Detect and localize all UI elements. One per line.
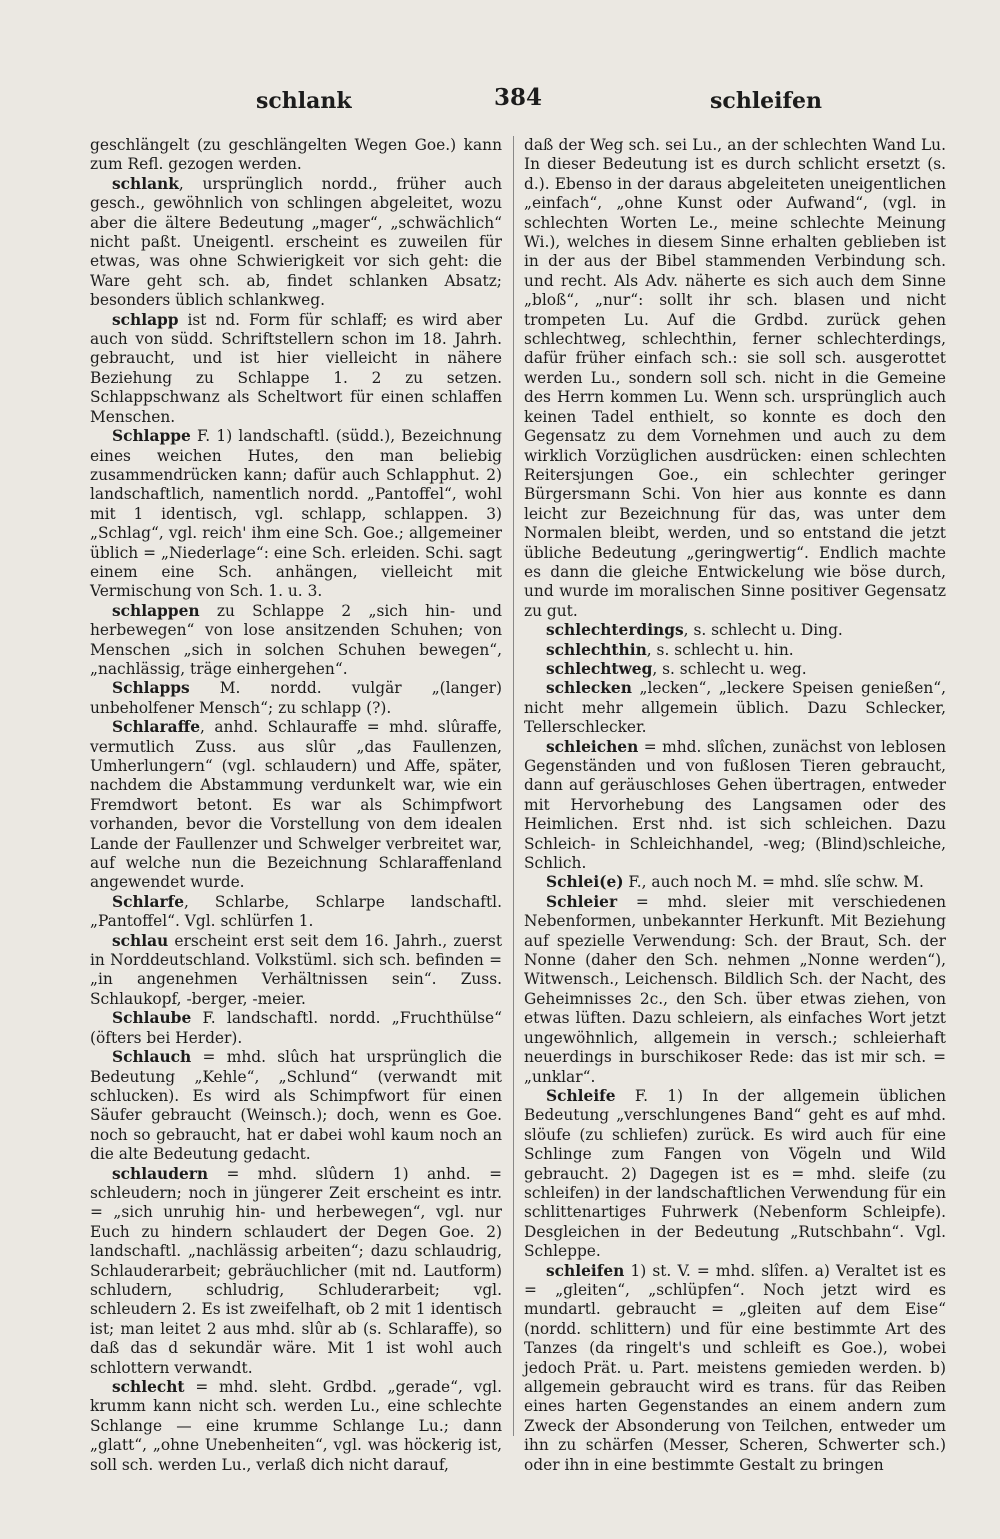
running-head-right: schleifen (710, 88, 822, 114)
headword: schlechterdings (546, 621, 684, 640)
dictionary-entry: schlank, ursprünglich nordd., früher auch gesch., gewöhnlich von schlingen abgeleitet, wozu aber die ältere Bedeutung „mager“, „schwächlich“ nicht paßt. Uneigentl. erscheint es zuweilen für etwas, was ohne Schwierigkeit vor sich geht: die Ware geht sch. ab, findet schlanken Absatz; besonders üblich schlankweg. (90, 174, 502, 310)
headword: Schlauch (112, 1048, 192, 1067)
dictionary-entry: schlechtweg, s. schlecht u. weg. (546, 659, 807, 678)
headword: schlechthin (546, 640, 647, 659)
page-header (88, 82, 948, 118)
dictionary-entry: Schlauch = mhd. slûch hat ursprünglich die Bedeutung „Kehle“, „Schlund“ (verwandt mit schlucken). Es wird als Schimpfwort für einen Säufer gebraucht (Weinsch.); doch, wenn es Goe. noch so gebraucht, hat er dabei wohl kaum noch an die alte Bedeutung gedacht. (90, 1048, 502, 1164)
dictionary-entry: schleifen 1) st. V. = mhd. slîfen. a) Veraltet ist es = „gleiten“, „schlüpfen“. Noch jetzt wird es mundartl. gebraucht = „gleiten auf dem Eise“ (nordd. schlittern) und für eine bestimmte Art des Tanzes (da ringelt's und schleift es Goe.), wobei jedoch Prät. u. Part. meistens gemieden werden. b) allgemein gebraucht wird es trans. für das Reiben eines harten Gegenstandes an einem andern zum Zweck der Absonderung von Teilchen, entweder um ihn zu schärfen (Messer, Scheren, Schwerter sch.) oder ihn in eine bestimmte Gestalt zu bringen (524, 1261, 946, 1474)
dictionary-entry: Schleier = mhd. sleier mit verschiedenen Nebenformen, unbekannter Herkunft. Mit Beziehung auf spezielle Verwendung: Sch. der Braut, Sch. der Nonne (daher den Sch. nehmen „Nonne werden“), Witwensch., Leichensch. Bildlich Sch. der Nacht, des Geheimnisses 2c., den Sch. über etwas ziehen, von etwas lüften. Dazu schleiern, als einfaches Wort jetzt ungewöhnlich, allgemein in versch.; schleierhaft neuerdings in burschikoser Rede: das ist mir sch. = „unklar“. (524, 892, 946, 1086)
headword: schleifen (546, 1261, 625, 1280)
headword: schlecken (546, 679, 632, 698)
headword: schlappen (112, 601, 200, 620)
dictionary-entry: schlechterdings, s. schlecht u. Ding. (546, 621, 843, 640)
dictionary-entry: schlau erscheint erst seit dem 16. Jahrh., zuerst in Norddeutschland. Volkstüml. sich sch. befinden = „in angenehmen Verhältnissen sein“. Zuss. Schlaukopf, -berger, -meier. (90, 931, 502, 1008)
headword: Schlarfe (112, 892, 185, 911)
right-column (524, 136, 946, 1474)
dictionary-entry: schlappen zu Schlappe 2 „sich hin- und herbewegen“ von lose ansitzenden Schuhen; von Menschen „sich in solchen Schuhen bewegen“, „nachlässig, träge einhergehen“. (90, 601, 502, 678)
column-divider (513, 136, 514, 1436)
dictionary-entry: geschlängelt (zu geschlängelten Wegen Goe.) kann zum Refl. gezogen werden. (90, 136, 502, 174)
dictionary-entry: schlaudern = mhd. slûdern 1) anhd. = schleudern; noch in jüngerer Zeit erscheint es intr. = „sich unruhig hin- und herbewegen“, vgl. nur Euch zu hindern schlaudert der Degen Goe. 2) landschaftl. „nachlässig arbeiten“; dazu schlaudrig, Schlauderarbeit; gebräuchlicher (mit nd. Lautform) schludern, schludrig, Schluderarbeit; vgl. schleudern 2. Es ist zweifelhaft, ob 2 mit 1 identisch ist; man leitet 2 aus mhd. slûr ab (s. Schlaraffe), so daß das d sekundär wäre. Mit 1 ist wohl auch schlottern verwandt. (90, 1164, 502, 1377)
headword: Schlei(e) (546, 873, 624, 892)
headword: schlaudern (112, 1164, 209, 1183)
dictionary-entry: schlecken „lecken“, „leckere Speisen genießen“, nicht mehr allgemein üblich. Dazu Schlecker, Tellerschlecker. (524, 679, 946, 737)
dictionary-entry: Schlei(e) F., auch noch M. = mhd. slîe schw. M. (546, 873, 924, 892)
dictionary-entry: Schlappe F. 1) landschaftl. (südd.), Bezeichnung eines weichen Hutes, den man beliebig zusammendrücken kann; dafür auch Schlapphut. 2) landschaftlich, namentlich nordd. „Pantoffel“, wohl mit 1 identisch, vgl. schlapp, schlappen. 3) „Schlag“, vgl. reich' ihm eine Sch. Goe.; allgemeiner üblich = „Niederlage“: eine Sch. erleiden. Schi. sagt einem eine Sch. anhängen, vielleicht mit Vermischung von Sch. 1. u. 3. (90, 427, 502, 601)
running-head-left: schlank (256, 88, 352, 114)
headword: Schlaraffe (112, 718, 201, 737)
dictionary-entry: schlecht = mhd. sleht. Grdbd. „gerade“, vgl. krumm kann nicht sch. werden Lu., eine schlechte Schlange — eine krumme Schlange Lu.; dann „glatt“, „ohne Unebenheiten“, vgl. was höckerig ist, soll sch. werden Lu., verlaß dich nicht darauf, (90, 1378, 502, 1474)
dictionary-entry: schlapp ist nd. Form für schlaff; es wird aber auch von südd. Schriftstellern schon im 18. Jahrh. gebraucht, und ist hier vielleicht in nähere Beziehung zu Schlappe 1. 2 zu setzen. Schlappschwanz als Scheltwort für einen schlaffen Menschen. (90, 310, 502, 426)
headword: Schleife (546, 1086, 616, 1105)
dictionary-entry: Schlarfe, Schlarbe, Schlarpe landschaftl. „Pantoffel“. Vgl. schlürfen 1. (90, 892, 502, 931)
dictionary-entry: schlechthin, s. schlecht u. hin. (546, 640, 794, 659)
headword: schlau (112, 931, 169, 950)
headword: schlapp (112, 310, 179, 329)
left-column (90, 136, 502, 1474)
headword: schlechtweg (546, 659, 653, 678)
dictionary-entry: Schlaube F. landschaftl. nordd. „Fruchthülse“ (öfters bei Herder). (90, 1009, 502, 1047)
headword: schlecht (112, 1378, 185, 1396)
page-number: 384 (493, 84, 542, 111)
headword: schlank (112, 174, 179, 193)
headword: Schleier (546, 892, 618, 911)
dictionary-entry: schleichen = mhd. slîchen, zunächst von leblosen Gegenständen und von fußlosen Tieren gebraucht, dann auf geräuschloses Gehen übertragen, entweder mit Hervorhebung des Langsamen oder des Heimlichen. Erst nhd. ist sich schleichen. Dazu Schleich- in Schleichhandel, -weg; (Blind)schleiche, Schlich. (524, 737, 946, 873)
dictionary-entry: Schlaraffe, anhd. Schlauraffe = mhd. slûraffe, vermutlich Zuss. aus slûr „das Faullenzen, Umherlungern“ (vgl. schlaudern) und Affe, später, nachdem die Abstammung verdunkelt war, wie ein Fremdwort betont. Es war als Schimpfwort vorhanden, bevor die Vorstellung von dem idealen Lande der Faullenzer und Schwelger verbreitet war, auf welche nun die Bezeichnung Schlaraffenland angewendet wurde. (90, 718, 502, 892)
headword: Schlappe (112, 427, 191, 446)
dictionary-entry: Schlapps M. nordd. vulgär „(langer) unbeholfener Mensch“; zu schlapp (?). (90, 679, 502, 717)
dictionary-entry: daß der Weg sch. sei Lu., an der schlechten Wand Lu. In dieser Bedeutung ist es durch schlicht ersetzt (s. d.). Ebenso in der daraus abgeleiteten uneigentlichen „einfach“, „ohne Kunst oder Aufwand“, (vgl. in schlechten Worten Le., meine schlechte Meinung Wi.), welches in diesem Sinne erhalten geblieben ist in der aus der Bibel stammenden Verbindung sch. und recht. Als Adv. näherte es sich auch dem Sinne „bloß“, „nur“: sollt ihr sch. blasen und nicht trompeten Lu. Auf die Grdbd. zurück gehen schlechtweg, schlechthin, ferner schlechterdings, dafür früher einfach sch.: sie soll sch. ausgerottet werden Lu., sondern soll sch. nicht in die Gemeine des Herrn kommen Lu. Wenn sch. ursprünglich auch keinen Tadel enthielt, so konnte es doch den Gegensatz zu dem Vornehmen und auch zu dem wirklich Vorzüglichen ausdrücken: einen schlechten Reitersjungen Goe., ein schlechter geringer Bürgersmann Schi. Von hier aus konnte es dann leicht zur Bezeichnung für das, was unter dem Normalen bleibt, werden, und so entstand die jetzt übliche Bedeutung „geringwertig“. Endlich machte es dann die gleiche Entwickelung wie böse durch, und wurde im moralischen Sinne positiver Gegensatz zu gut. (524, 136, 946, 620)
dictionary-entry: Schleife F. 1) In der allgemein üblichen Bedeutung „verschlungenes Band“ geht es auf mhd. slöufe (zu schliefen) zurück. Es wird auch für eine Schlinge zum Fangen von Vögeln und Wild gebraucht. 2) Dagegen ist es = mhd. sleife (zu schleifen) in der landschaftlichen Verwendung für ein schlittenartiges Fuhrwerk (Nebenform Schleipfe). Desgleichen in der Bedeutung „Rutschbahn“. Vgl. Schleppe. (524, 1086, 946, 1261)
headword: Schlapps (112, 679, 190, 698)
headword: schleichen (546, 737, 639, 756)
headword: Schlaube (112, 1009, 192, 1028)
